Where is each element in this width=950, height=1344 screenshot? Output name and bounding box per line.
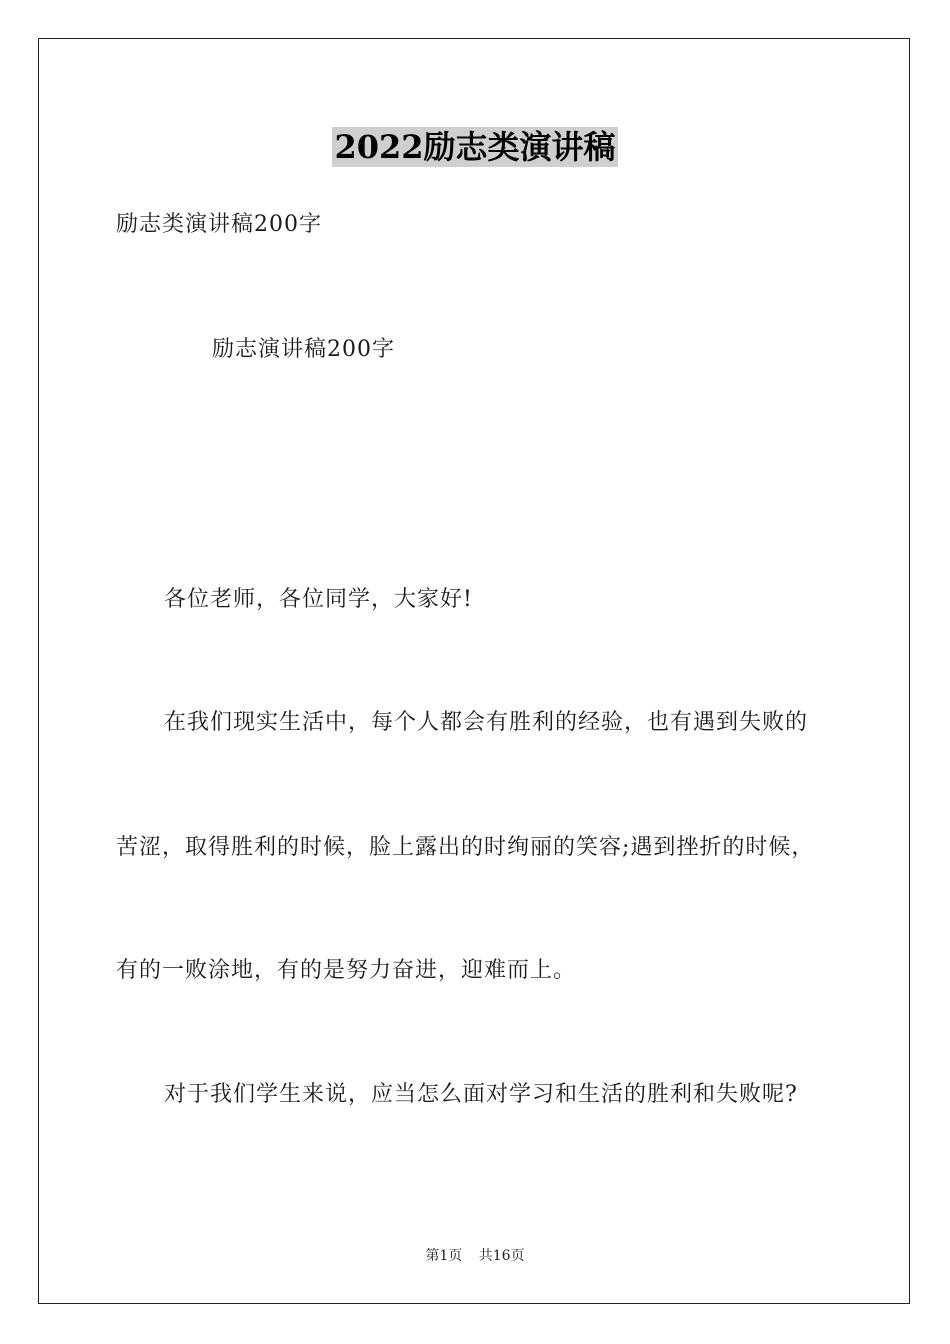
subtitle-line: 励志类演讲稿200字	[116, 212, 322, 237]
body-line-3: 有的一败涂地，有的是努力奋进，迎难而上。	[116, 958, 577, 983]
page-total: 共16页	[478, 1248, 525, 1264]
page-number: 第1页	[425, 1248, 463, 1264]
body-line-2: 苦涩，取得胜利的时候，脸上露出的时绚丽的笑容;遇到挫折的时候，	[116, 835, 815, 860]
page-footer	[0, 1247, 950, 1265]
greeting-line: 各位老师，各位同学，大家好!	[164, 587, 473, 612]
document-title: 2022励志类演讲稿	[334, 128, 616, 166]
body-line-4: 对于我们学生来说，应当怎么面对学习和生活的胜利和失败呢?	[164, 1082, 798, 1107]
body-line-1: 在我们现实生活中，每个人都会有胜利的经验，也有遇到失败的	[164, 710, 809, 735]
title-container	[0, 127, 950, 167]
paragraph-heading: 励志演讲稿200字	[212, 337, 395, 362]
